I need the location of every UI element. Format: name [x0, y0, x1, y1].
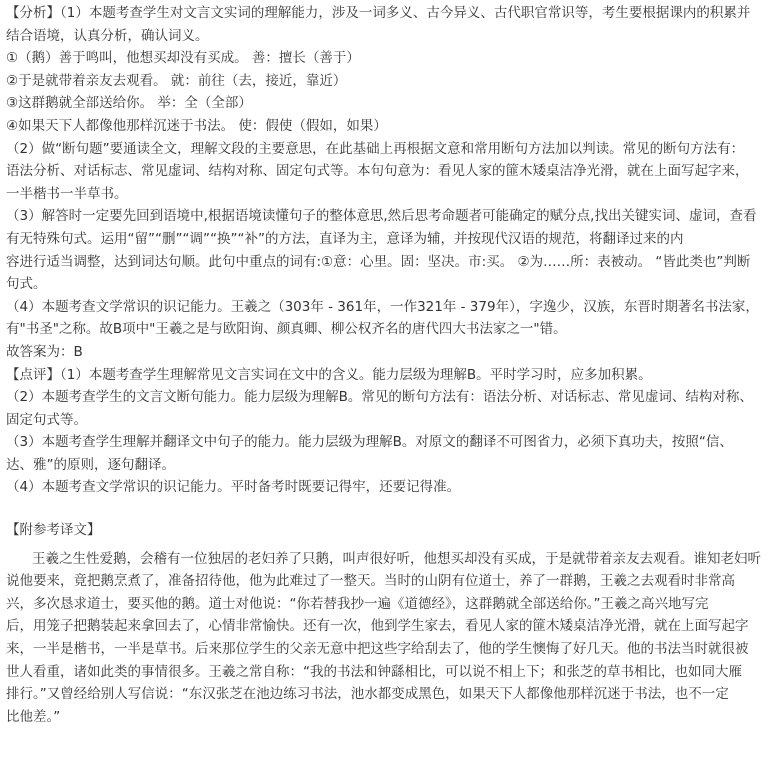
analysis-line: ③这群鹅就全部送给你。 举：全（全部）: [6, 95, 252, 112]
translation-line: 排行。”又曾经给别人写信说：“东汉张芝在池边练习书法，池水都变成黑色，如果天下人都像他那样沉迷于书法，也不一定: [6, 686, 729, 703]
analysis-line: 一半楷书一半草书。: [6, 185, 128, 202]
analysis-line: ④如果天下人都像他那样沉迷于书法。 使：假使（假如，如果）: [6, 117, 387, 134]
analysis-line: 容进行适当调整，达到词达句顺。此句中重点的词有:①意：心里。固：坚决。市:买。 ②为……所：表被动。 “皆此类也”判断: [6, 253, 751, 270]
analysis-section: [6, 2, 776, 364]
comment-line: （2）本题考查学生的文言文断句能力。能力层级为理解B。常见的断句方法有：语法分析、对话标志、常见虚词、结构对称、: [6, 389, 753, 406]
translation-line: 世人看重，诸如此类的事情很多。王羲之常自称：“我的书法和钟繇相比，可以说不相上下；和张芝的草书相比，也如同大雁: [6, 663, 742, 680]
comment-section: [6, 364, 776, 500]
translation-title: 【附参考译文】: [6, 522, 101, 539]
analysis-line: 【分析】（1）本题考查学生对文言文实词的理解能力，涉及一词多义、古今异义、古代职官常识等，考生要根据课内的积累并: [6, 5, 751, 21]
answer-line: 故答案为：B: [6, 343, 83, 360]
translation-line: 说他要来，竟把鹅烹煮了，准备招待他，他为此难过了一整天。当时的山阴有位道士，养了一群鹅，王羲之去观看时非常高: [6, 573, 735, 590]
analysis-line: （2）做“断句题”要通读全文，理解文段的主要意思，在此基础上再根据文意和常用断句方法加以判读。常见的断句方法有：: [6, 140, 745, 157]
analysis-line: （3）解答时一定要先回到语境中,根据语境读懂句子的整体意思,然后思考命题者可能确定的赋分点,找出关键实词、虚词，查看: [6, 208, 757, 225]
comment-line: 【点评】（1）本题考查学生理解常见文言实词在文中的含义。能力层级为理解B。平时学习时，应多加积累。: [6, 366, 652, 383]
analysis-line: 结合语境，认真分析，确认词义。: [6, 27, 209, 44]
analysis-line: （4）本题考查文学常识的识记能力。王羲之（303年 - 361年，一作321年 - 379年），字逸少，汉族，东晋时期著名书法家，: [6, 298, 759, 315]
comment-line: （4）本题考查文学常识的识记能力。平时备考时既要记得牢，还要记得准。: [6, 479, 461, 496]
translation-line: 来，一半是楷书，一半是草书。后来那位学生的父亲无意中把这些字给刮去了，他的学生懊悔了好几天。他的书法当时就很被: [6, 641, 749, 658]
translation-section: [6, 519, 776, 728]
analysis-line: ①（鹅）善于鸣叫，他想买却没有买成。 善：擅长（善于）: [6, 50, 360, 67]
comment-line: 固定句式等。: [6, 411, 87, 428]
translation-line: 兴，多次恳求道士，要买他的鹅。道士对他说：“你若替我抄一遍《道德经》，这群鹅就全部送给你。”王羲之高兴地写完: [6, 595, 709, 612]
analysis-line: 句式。: [6, 276, 47, 293]
analysis-line: 有"书圣"之称。故B项中"王羲之是与欧阳询、颜真卿、柳公权齐名的唐代四大书法家之一"错。: [6, 321, 567, 338]
comment-line: （3）本题考查学生理解并翻译文中句子的能力。能力层级为理解B。对原文的翻译不可图省力，必须下真功夫，按照“信、: [6, 434, 733, 451]
analysis-line: ②于是就带着亲友去观看。 就：前往（去，接近，靠近）: [6, 72, 347, 89]
translation-line: 后，用笼子把鹅装起来拿回去了，心情非常愉快。还有一次，他到学生家去，看见人家的篚木矮桌洁净光滑，就在上面写起字: [6, 618, 749, 635]
translation-line: 王羲之生性爱鹅，会稽有一位独居的老妇养了只鹅，叫声很好听，他想买却没有买成，于是就带着亲友去观看。谁知老妇听: [32, 550, 761, 567]
analysis-line: 语法分析、对话标志、常见虚词、结构对称、固定句式等。本句句意为：看见人家的篚木矮桌洁净光滑，就在上面写起字来，: [6, 163, 749, 180]
analysis-line: 有无特殊句式。运用“留”“删”“调”“换”“补”的方法，直译为主，意译为辅，并按现代汉语的规范，将翻译过来的内: [6, 230, 684, 247]
translation-line: 比他差。”: [6, 708, 61, 725]
comment-line: 达、雅”的原则，逐句翻译。: [6, 456, 175, 473]
